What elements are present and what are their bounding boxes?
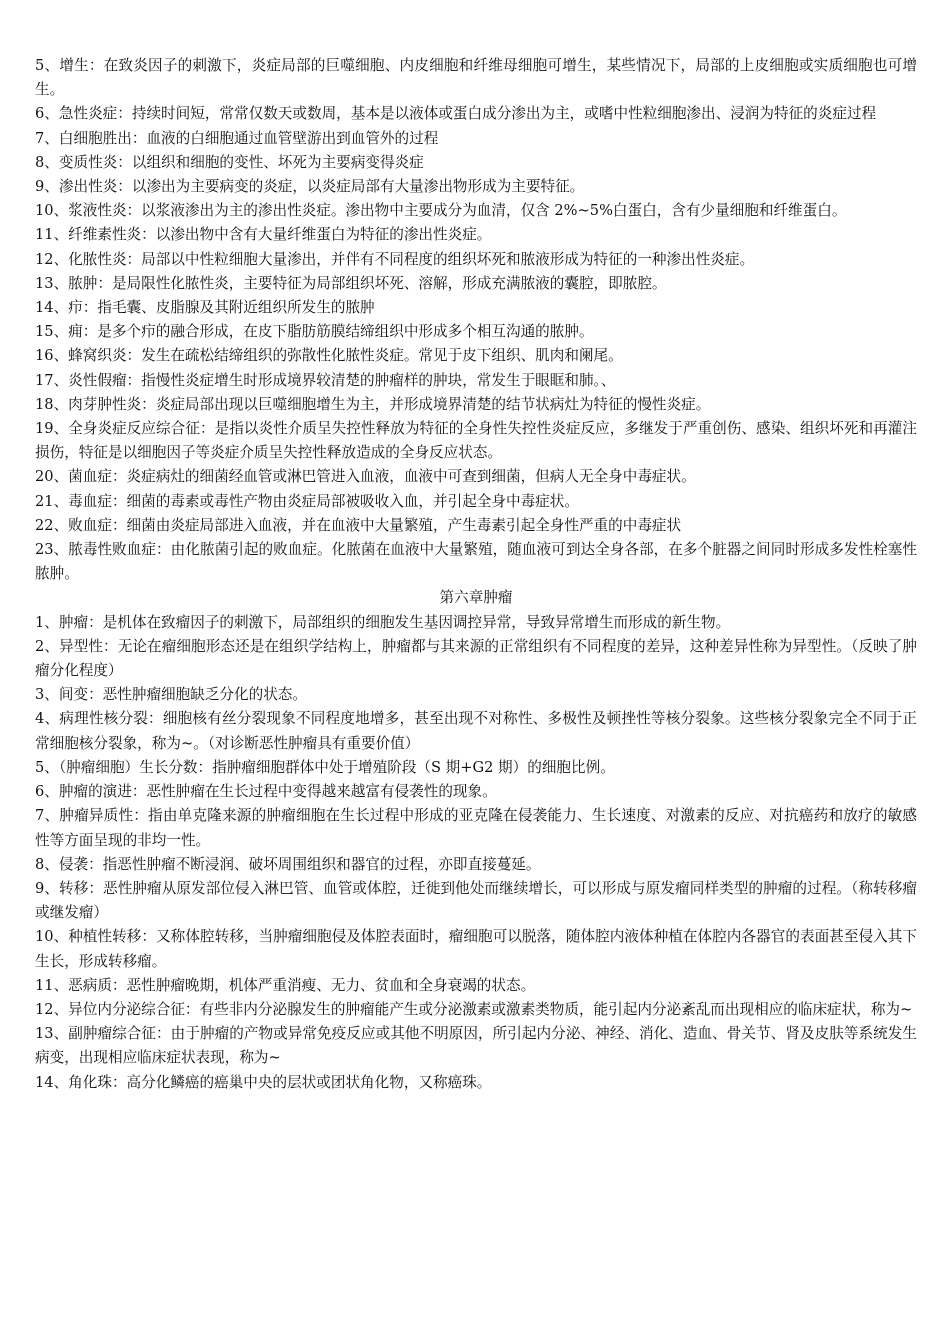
- term-entry: 6、急性炎症：持续时间短，常常仅数天或数周，基本是以液体或蛋白成分渗出为主，或嗜中性粒细胞渗出、浸润为特征的炎症过程: [35, 105, 877, 123]
- document-page: [35, 54, 917, 1095]
- term-entry: 13、副肿瘤综合征：由于肿瘤的产物或异常免疫反应或其他不明原因，所引起内分泌、神经、消化、造血、骨关节、肾及皮肤等系统发生病变，出现相应临床症状表现，称为~: [35, 1025, 917, 1067]
- term-entry: 8、侵袭：指恶性肿瘤不断浸润、破坏周围组织和器官的过程，亦即直接蔓延。: [35, 855, 541, 873]
- inflammation-terms-list: [35, 54, 917, 586]
- term-entry: 23、脓毒性败血症：由化脓菌引起的败血症。化脓菌在血液中大量繁殖，随血液可到达全身各部，在多个脏器之间同时形成多发性栓塞性脓肿。: [35, 541, 917, 583]
- term-entry: 22、败血症：细菌由炎症局部进入血液，并在血液中大量繁殖，产生毒素引起全身性严重的中毒症状: [35, 516, 682, 534]
- term-entry: 5、（肿瘤细胞）生长分数：指肿瘤细胞群体中处于增殖阶段（S 期+G2 期）的细胞比例。: [35, 758, 615, 776]
- term-entry: 1、肿瘤：是机体在致瘤因子的刺激下，局部组织的细胞发生基因调控异常，导致异常增生而形成的新生物。: [35, 613, 731, 631]
- term-entry: 15、痈：是多个疖的融合形成，在皮下脂肪筋膜结缔组织中形成多个相互沟通的脓肿。: [35, 323, 594, 341]
- term-entry: 21、毒血症：细菌的毒素或毒性产物由炎症局部被吸收入血，并引起全身中毒症状。: [35, 492, 579, 510]
- term-entry: 9、转移：恶性肿瘤从原发部位侵入淋巴管、血管或体腔，迁徙到他处而继续增长，可以形成与原发瘤同样类型的肿瘤的过程。（称转移瘤或继发瘤）: [35, 879, 917, 922]
- term-entry: 12、异位内分泌综合征：有些非内分泌腺发生的肿瘤能产生或分泌激素或激素类物质，能引起内分泌紊乱而出现相应的临床症状，称为~: [35, 1000, 913, 1018]
- term-entry: 16、蜂窝织炎：发生在疏松结缔组织的弥散性化脓性炎症。常见于皮下组织、肌肉和阑尾。: [35, 347, 623, 365]
- term-entry: 12、化脓性炎：局部以中性粒细胞大量渗出，并伴有不同程度的组织坏死和脓液形成为特征的一种渗出性炎症。: [35, 250, 755, 268]
- term-entry: 9、渗出性炎：以渗出为主要病变的炎症，以炎症局部有大量渗出物形成为主要特征。: [35, 178, 585, 196]
- chapter-heading: 第六章肿瘤: [439, 589, 513, 607]
- term-entry: 8、变质性炎：以组织和细胞的变性、坏死为主要病变得炎症: [35, 153, 424, 171]
- term-entry: 7、白细胞胜出：血液的白细胞通过血管壁游出到血管外的过程: [35, 129, 439, 147]
- term-entry: 14、疖：指毛囊、皮脂腺及其附近组织所发生的脓肿: [35, 299, 375, 317]
- term-entry: 20、菌血症：炎症病灶的细菌经血管或淋巴管进入血液，血液中可查到细菌，但病人无全身中毒症状。: [35, 468, 696, 486]
- term-entry: 2、异型性：无论在瘤细胞形态还是在组织学结构上，肿瘤都与其来源的正常组织有不同程度的差异，这种差异性称为异型性。（反映了肿瘤分化程度）: [35, 637, 917, 680]
- term-entry: 18、肉芽肿性炎：炎症局部出现以巨噬细胞增生为主，并形成境界清楚的结节状病灶为特征的慢性炎症。: [35, 395, 711, 413]
- term-entry: 11、纤维素性炎：以渗出物中含有大量纤维蛋白为特征的渗出性炎症。: [35, 226, 492, 244]
- term-entry: 13、脓肿：是局限性化脓性炎，主要特征为局部组织坏死、溶解，形成充满脓液的囊腔，即脓腔。: [35, 274, 667, 292]
- term-entry: 6、肿瘤的演进：恶性肿瘤在生长过程中变得越来越富有侵袭性的现象。: [35, 783, 497, 801]
- term-entry: 19、全身炎症反应综合征：是指以炎性介质呈失控性释放为特征的全身性失控性炎症反应，多继发于严重创伤、感染、组织坏死和再灌注损伤，特征是以细胞因子等炎症介质呈失控性释放造成的全身反应状态。: [35, 420, 917, 462]
- term-entry: 10、种植性转移：又称体腔转移，当肿瘤细胞侵及体腔表面时，瘤细胞可以脱落，随体腔内液体种植在体腔内各器官的表面甚至侵入其下生长，形成转移瘤。: [35, 928, 917, 970]
- term-entry: 11、恶病质：恶性肿瘤晚期，机体严重消瘦、无力、贫血和全身衰竭的状态。: [35, 976, 536, 994]
- term-entry: 17、炎性假瘤：指慢性炎症增生时形成境界较清楚的肿瘤样的肿块，常发生于眼眶和肺。、: [35, 371, 616, 389]
- term-entry: 3、间变：恶性肿瘤细胞缺乏分化的状态。: [35, 686, 307, 704]
- term-entry: 4、病理性核分裂：细胞核有丝分裂现象不同程度地增多，甚至出现不对称性、多极性及顿挫性等核分裂象。这些核分裂象完全不同于正常细胞核分裂象，称为~。（对诊断恶性肿瘤具有重要价值）: [35, 710, 917, 752]
- tumor-terms-list: [35, 611, 917, 1095]
- term-entry: 5、增生：在致炎因子的刺激下，炎症局部的巨噬细胞、内皮细胞和纤维母细胞可增生，某些情况下，局部的上皮细胞或实质细胞也可增生。: [35, 57, 917, 99]
- term-entry: 14、角化珠：高分化鳞癌的癌巢中央的层状或团状角化物，又称癌珠。: [35, 1073, 492, 1091]
- term-entry: 7、肿瘤异质性：指由单克隆来源的肿瘤细胞在生长过程中形成的亚克隆在侵袭能力、生长速度、对激素的反应、对抗癌药和放疗的敏感性等方面呈现的非均一性。: [35, 807, 917, 849]
- term-entry: 10、浆液性炎：以浆液渗出为主的渗出性炎症。渗出物中主要成分为血清，仅含 2%~5%白蛋白，含有少量细胞和纤维蛋白。: [35, 202, 847, 220]
